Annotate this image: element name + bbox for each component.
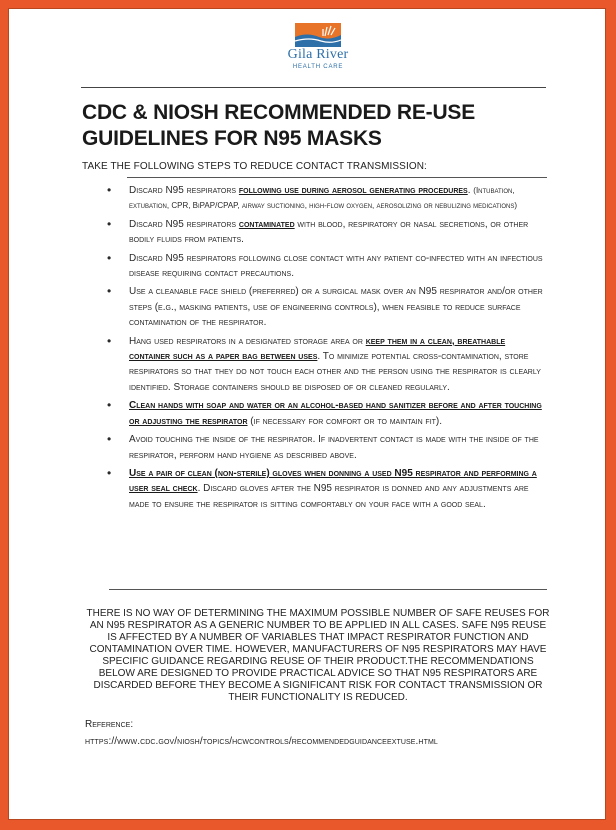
guideline-text: Hang used respirators in a designated storage area or xyxy=(129,335,366,347)
list-bottom-divider xyxy=(109,589,547,590)
guideline-note: (Intubation, extubation, CPR, BiPAP/CPAP, airway suctioning, high-flow oxygen, aerosolizing or nebulizing medications) xyxy=(129,186,518,211)
guideline-list xyxy=(105,183,545,515)
guideline-item xyxy=(105,398,545,429)
page-title: CDC & NIOSH RECOMMENDED RE-USE GUIDELINES FOR N95 MASKS xyxy=(82,101,476,150)
reference-url[interactable]: https://www.cdc.gov/niosh/topics/hcwcontrols/recommendedguidanceextuse.html xyxy=(85,736,438,747)
guideline-emphasis: contaminated xyxy=(238,218,295,230)
guideline-item xyxy=(105,251,545,282)
guideline-text: . Discard gloves after the N95 respirator is donned and any adjustments are made to ensure the respirator is sitting comfortably on your face with a good seal. xyxy=(129,483,529,510)
guideline-text: . To minimize potential cross-contamination, store respirators so that they do not touch each other and the person using the respirator is clearly identified. Storage containers should be disposed of or cleaned regularly. xyxy=(129,351,541,393)
guideline-item xyxy=(105,183,545,214)
list-top-divider xyxy=(127,177,547,178)
guideline-text: Use a cleanable face shield (preferred) or a surgical mask over an N95 respirator and/or other steps (e.g., masking patients, use of engineering controls), when feasible to reduce surface contamination of the respirator. xyxy=(129,286,543,329)
reuse-paragraph: THERE IS NO WAY OF DETERMINING THE MAXIMUM POSSIBLE NUMBER OF SAFE REUSES FOR AN N95 RESPIRATOR AS A GENERIC NUMBER TO BE APPLIED IN ALL CASES. SAFE N95 REUSE IS AFFECTED BY A NUMBER OF VARIABLES THAT IMPACT RESPIRATOR FUNCTION AND CONTAMINATION OVER TIME. HOWEVER, MANUFACTURERS OF N95 RESPIRATORS MAY HAVE SPECIFIC GUIDANCE REGARDING REUSE OF THEIR PRODUCT.THE RECOMMENDATIONS BELOW ARE DESIGNED TO PROVIDE PRACTICAL ADVICE SO THAT N95 RESPIRATORS ARE DISCARDED BEFORE THEY BECOME A SIGNIFICANT RISK FOR CONTACT TRANSMISSION OR THEIR FUNCTIONALITY IS REDUCED. xyxy=(86,608,550,703)
logo-name: Gila River xyxy=(287,47,349,62)
guideline-emphasis: Use a pair of clean (non-sterile) gloves when donning a used N95 respirator and performing a user seal check xyxy=(129,467,537,495)
guideline-text: . xyxy=(467,185,474,196)
guideline-text: (if necessary for comfort or to maintain fit). xyxy=(247,415,443,427)
guideline-text: Discard N95 respirators following close contact with any patient co-infected with an infectious disease requiring contact precautions. xyxy=(129,252,543,280)
guideline-item xyxy=(105,466,545,512)
intro-text: TAKE THE FOLLOWING STEPS TO REDUCE CONTACT TRANSMISSION: xyxy=(82,161,427,172)
guideline-text: Avoid touching the inside of the respirator. If inadvertent contact is made with the inside of the respirator, perform hand hygiene as described above. xyxy=(129,434,539,461)
guideline-emphasis: keep them in a clean, breathable container such as a paper bag between uses xyxy=(129,335,506,363)
guideline-item xyxy=(105,217,545,248)
reference-label: Reference: xyxy=(85,719,134,730)
guideline-emphasis: Clean hands with soap and water or an alcohol-based hand sanitizer before and after touching or adjusting the respirator xyxy=(129,400,542,427)
guideline-text: Discard N95 respirators xyxy=(129,218,239,230)
header-divider xyxy=(81,87,546,88)
logo-mark-icon xyxy=(295,23,341,47)
guideline-item xyxy=(105,284,545,330)
guideline-text: Discard N95 respirators xyxy=(129,185,239,196)
document-page xyxy=(8,8,606,820)
gila-river-logo xyxy=(283,19,353,79)
guideline-emphasis: following use during aerosol generating procedures xyxy=(238,185,468,196)
logo-subtitle: HEALTH CARE xyxy=(292,64,344,70)
guideline-text: with blood, respiratory or nasal secretions, or other bodily fluids from patients. xyxy=(129,218,529,246)
guideline-item xyxy=(105,432,545,463)
guideline-item xyxy=(105,334,545,396)
